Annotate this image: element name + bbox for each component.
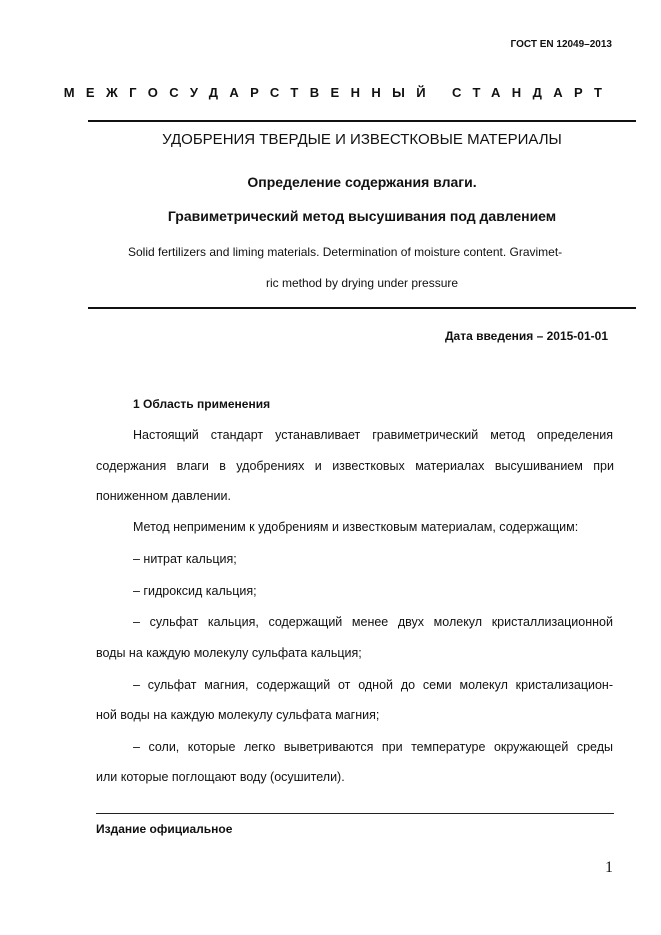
list-item-1: – нитрат кальция; [133, 552, 237, 566]
document-subtitle-1: Определение содержания влаги. [247, 174, 477, 190]
paragraph-2: Метод неприменим к удобрениям и известковым материалам, содержащим: [133, 520, 579, 534]
list-item-3-line-2: воды на каждую молекулу сульфата кальция; [96, 646, 362, 660]
interstate-standard-banner: МЕЖГОСУДАРСТВЕННЫЙ СТАНДАРТ [63, 85, 614, 100]
introduction-date: Дата введения – 2015-01-01 [444, 329, 608, 343]
paragraph-1-line-3: пониженном давлении. [96, 489, 231, 503]
page-number: 1 [605, 859, 613, 876]
list-item-4-line-2: ной воды на каждую молекулу сульфата магния; [96, 708, 380, 722]
document-number: ГОСТ EN 12049–2013 [510, 39, 612, 50]
top-rule [88, 120, 636, 122]
english-title-line-1: Solid fertilizers and liming materials. Determination of moisture content. Gravimet- [128, 245, 563, 259]
list-item-5-line-2: или которые поглощают воду (осушители). [96, 770, 345, 784]
paragraph-1-line-1: Настоящий стандарт устанавливает гравиметрический метод определения [133, 428, 613, 442]
document-title: УДОБРЕНИЯ ТВЕРДЫЕ И ИЗВЕСТКОВЫЕ МАТЕРИАЛЫ [162, 131, 562, 148]
document-subtitle-2: Гравиметрический метод высушивания под давлением [167, 208, 557, 224]
english-title-line-2: ric method by drying under pressure [265, 276, 459, 290]
paragraph-1-line-2: содержания влаги в удобрениях и известковых материалах высушиванием при [96, 459, 614, 473]
section-heading: 1 Область применения [133, 397, 271, 411]
list-item-3-line-1: – сульфат кальция, содержащий менее двух молекул кристаллизационной [133, 615, 613, 629]
list-item-5-line-1: – соли, которые легко выветриваются при температуре окружающей среды [133, 740, 613, 754]
list-item-4-line-1: – сульфат магния, содержащий от одной до семи молекул кристализацион- [133, 678, 613, 692]
footnote-rule [96, 813, 614, 814]
bottom-rule [88, 307, 636, 309]
official-edition-label: Издание официальное [96, 822, 233, 836]
list-item-2: – гидроксид кальция; [133, 584, 257, 598]
